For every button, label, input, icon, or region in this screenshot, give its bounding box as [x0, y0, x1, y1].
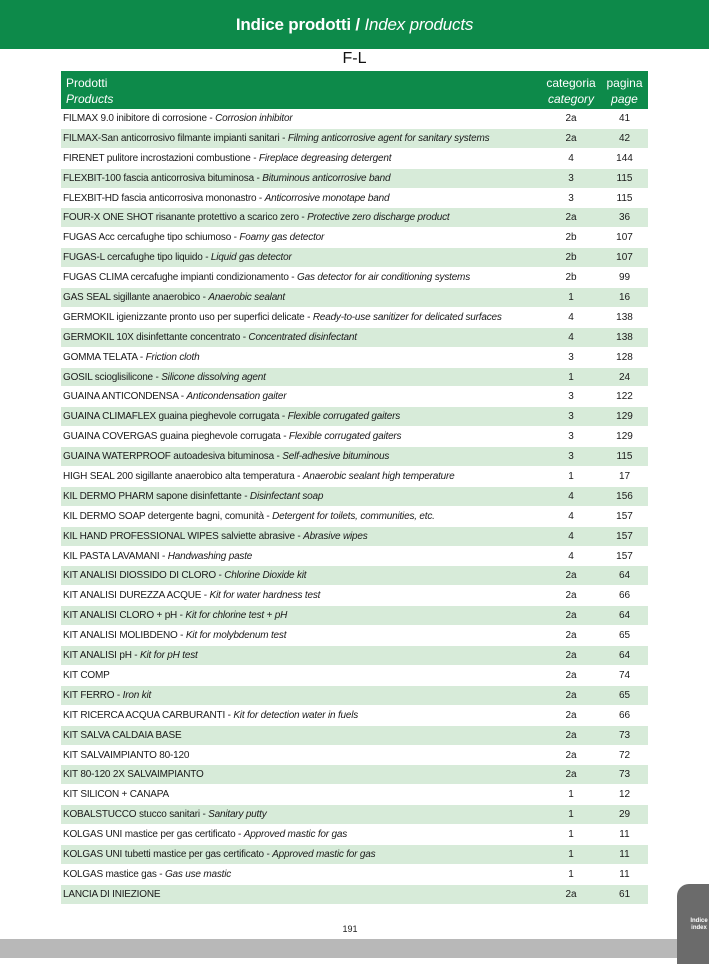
table-row	[61, 387, 648, 407]
product-name-it: FILMAX-San anticorrosivo filmante impianti sanitari -	[63, 132, 288, 144]
product-name-it: KIT RICERCA ACQUA CARBURANTI -	[63, 709, 234, 721]
table-row	[61, 328, 648, 348]
product-category: 2a	[565, 888, 577, 900]
product-category: 2b	[565, 252, 577, 264]
product-name	[63, 769, 204, 780]
table-row	[61, 288, 648, 308]
product-name-en: Kit for pH test	[140, 650, 198, 662]
table-row	[61, 825, 648, 845]
product-name	[63, 372, 266, 383]
product-name	[63, 133, 489, 144]
column-header-product-en: Products	[66, 92, 114, 106]
product-category: 2a	[565, 669, 577, 681]
table-row	[61, 507, 648, 527]
product-name	[63, 491, 323, 502]
product-name-en: Anaerobic sealant high temperature	[302, 471, 455, 483]
product-name-en: Handwashing paste	[167, 550, 253, 562]
product-category: 2a	[565, 630, 577, 642]
product-name-en: Self-adhesive bituminous	[282, 451, 390, 463]
product-page: 74	[618, 669, 631, 681]
product-name-it: KOBALSTUCCO stucco sanitari -	[63, 809, 209, 821]
product-name	[63, 650, 198, 661]
product-name-en: Gas detector for air conditioning systems	[297, 272, 470, 284]
product-name-en: Approved mastic for gas	[272, 848, 376, 860]
product-name-en: Approved mastic for gas	[243, 829, 347, 841]
product-page: 41	[618, 113, 631, 124]
product-name-en: Kit for chlorine test + pH	[185, 610, 288, 622]
product-name-it: KIT SILICON + CANAPA	[63, 789, 169, 801]
table-row	[61, 248, 648, 268]
product-category: 1	[568, 371, 574, 383]
product-name-en: Kit for molybdenum test	[185, 630, 287, 642]
product-name-en: Disinfectant soap	[249, 490, 324, 502]
table-row	[61, 805, 648, 825]
product-name	[63, 411, 400, 422]
product-page: 61	[618, 888, 631, 900]
product-name	[63, 690, 151, 701]
product-name	[63, 391, 286, 402]
product-name-en: Kit for water hardness test	[209, 590, 321, 602]
table-row	[61, 427, 648, 447]
product-page: 17	[618, 471, 631, 483]
table-row	[61, 308, 648, 328]
product-name-en: Silicone dissolving agent	[161, 371, 266, 383]
product-category: 2a	[565, 749, 577, 761]
product-name-en: Concentrated disinfectant	[248, 331, 357, 343]
product-name	[63, 312, 502, 323]
product-name-it: FUGAS Acc cercafughe tipo schiumoso -	[63, 232, 240, 244]
product-name	[63, 889, 160, 900]
product-name-it: KIL PASTA LAVAMANI -	[63, 550, 168, 562]
column-header-page-en: page	[611, 92, 638, 106]
product-page: 73	[618, 769, 631, 781]
product-name-en: Detergent for toilets, communities, etc.	[272, 510, 435, 522]
product-name-it: FLEXBIT-100 fascia anticorrosiva bituminosa -	[63, 172, 263, 184]
product-name-en: Flexible corrugated gaiters	[288, 431, 402, 443]
product-name	[63, 809, 267, 820]
product-name-en: Corrosion inhibitor	[215, 113, 293, 124]
product-name	[63, 252, 292, 263]
product-name	[63, 332, 357, 343]
product-name	[63, 849, 375, 860]
column-header-product	[66, 75, 113, 107]
product-name-en: Abrasive wipes	[303, 530, 368, 542]
product-category: 4	[568, 530, 574, 542]
product-name	[63, 610, 287, 621]
product-category: 3	[568, 451, 574, 463]
product-category: 2a	[565, 132, 577, 144]
product-name-it: KIL DERMO SOAP detergente bagni, comunità -	[63, 510, 273, 522]
product-page: 115	[616, 192, 633, 204]
product-category: 1	[568, 848, 574, 860]
product-category: 2a	[565, 212, 577, 224]
product-category: 1	[568, 292, 574, 304]
product-page: 122	[616, 391, 633, 403]
column-header-product-it: Prodotti	[66, 76, 108, 90]
table-row	[61, 467, 648, 487]
table-row	[61, 487, 648, 507]
product-category: 2a	[565, 729, 577, 741]
product-page: 42	[618, 132, 631, 144]
table-row	[61, 785, 648, 805]
product-page: 11	[619, 848, 630, 860]
table-row	[61, 129, 648, 149]
product-page: 115	[616, 451, 633, 463]
header-title-it: Indice prodotti /	[235, 14, 360, 34]
product-name-en: Kit for detection water in fuels	[233, 709, 359, 721]
product-name-it: KIT ANALISI MOLIBDENO -	[63, 630, 186, 642]
product-category: 4	[568, 311, 574, 323]
product-name-it: KIL HAND PROFESSIONAL WIPES salviette abrasive -	[63, 530, 304, 542]
table-row	[61, 527, 648, 547]
product-category: 3	[568, 192, 574, 204]
product-name-it: HIGH SEAL 200 sigillante anaerobico alta temperatura -	[63, 471, 303, 483]
product-name	[63, 212, 449, 223]
product-category: 2a	[565, 610, 577, 622]
product-category: 2a	[565, 570, 577, 582]
section-heading: F-L	[342, 50, 367, 67]
table-row	[61, 228, 648, 248]
product-category: 2a	[565, 689, 577, 701]
product-page: 72	[618, 749, 631, 761]
product-category: 2a	[565, 650, 577, 662]
product-name-it: KOLGAS UNI tubetti mastice per gas certificato -	[63, 848, 273, 860]
product-name-it: GOSIL scioglisilicone -	[63, 371, 162, 383]
table-row	[61, 845, 648, 865]
product-page: 115	[616, 172, 633, 184]
table-row	[61, 765, 648, 785]
table-row	[61, 566, 648, 586]
product-name-it: KIT ANALISI DUREZZA ACQUE -	[63, 590, 210, 602]
table-row	[61, 447, 648, 467]
table-row	[61, 348, 648, 368]
product-page: 107	[616, 232, 633, 244]
product-category: 2a	[565, 113, 577, 124]
product-category: 4	[568, 331, 574, 343]
product-page: 157	[616, 530, 633, 542]
product-page: 65	[618, 689, 631, 701]
product-category: 1	[568, 868, 574, 880]
product-name	[63, 232, 324, 243]
product-name-en: Protective zero discharge product	[307, 212, 450, 224]
product-page: 99	[618, 272, 631, 284]
product-name	[63, 531, 368, 542]
product-page: 64	[618, 610, 631, 622]
table-row	[61, 626, 648, 646]
product-name-en: Iron kit	[122, 689, 152, 701]
product-page: 64	[618, 570, 631, 582]
product-category: 1	[568, 471, 574, 483]
table-row	[61, 726, 648, 746]
product-name	[63, 670, 110, 681]
product-name-it: KIT SALVA CALDAIA BASE	[63, 729, 182, 741]
product-category: 4	[568, 550, 574, 562]
product-name-en: Chlorine Dioxide kit	[224, 570, 307, 582]
product-category: 3	[568, 411, 574, 423]
product-page: 138	[616, 311, 633, 323]
product-name-en: Flexible corrugated gaiters	[287, 411, 401, 423]
table-row	[61, 706, 648, 726]
product-name-it: GOMMA TELATA -	[63, 351, 146, 363]
product-name	[63, 113, 292, 124]
product-category: 3	[568, 172, 574, 184]
table-row	[61, 149, 648, 169]
product-name	[63, 431, 401, 442]
product-name-it: KIT COMP	[63, 669, 110, 681]
product-page: 11	[619, 868, 630, 880]
product-name	[63, 730, 181, 741]
product-name-en: Ready-to-use sanitizer for delicated surfaces	[312, 311, 502, 323]
product-page: 138	[616, 331, 633, 343]
table-row	[61, 547, 648, 567]
header-title-en: Index products	[364, 14, 474, 34]
table-row	[61, 268, 648, 288]
side-tab-line2: index	[691, 925, 707, 931]
product-page: 66	[618, 590, 631, 602]
product-name	[63, 869, 231, 880]
product-category: 1	[568, 809, 574, 821]
product-name-it: FLEXBIT-HD fascia anticorrosiva mononastro -	[63, 192, 265, 204]
product-name-it: GUAINA ANTICONDENSA -	[63, 391, 187, 403]
product-name-en: Anaerobic sealant	[208, 292, 285, 304]
product-name-it: GUAINA COVERGAS guaina pieghevole corrugata -	[63, 431, 289, 443]
bottom-bar	[0, 939, 709, 958]
product-page: 156	[616, 490, 633, 502]
column-header-page	[601, 75, 648, 107]
product-category: 3	[568, 351, 574, 363]
product-name-it: KIT ANALISI CLORO + pH -	[63, 610, 186, 622]
product-category: 2b	[565, 272, 577, 284]
product-page: 16	[618, 292, 631, 304]
product-page: 29	[618, 809, 631, 821]
table-row	[61, 586, 648, 606]
product-name-it: FUGAS-L cercafughe tipo liquido -	[63, 252, 211, 264]
table-row	[61, 189, 648, 209]
product-category: 2a	[565, 709, 577, 721]
product-category: 1	[568, 789, 574, 801]
table-row	[61, 666, 648, 686]
product-category: 4	[568, 490, 574, 502]
product-category: 2a	[565, 769, 577, 781]
product-name-en: Fireplace degreasing detergent	[258, 152, 392, 164]
product-name	[63, 551, 252, 562]
product-page: 129	[616, 431, 633, 443]
product-name-en: Anticondensation gaiter	[186, 391, 287, 403]
column-header-page-it: pagina	[606, 76, 643, 90]
side-tab-label	[685, 918, 709, 932]
product-name	[63, 153, 391, 164]
table-row	[61, 606, 648, 626]
product-page: 12	[618, 789, 631, 801]
product-name	[63, 451, 389, 462]
product-name	[63, 789, 169, 800]
product-page: 157	[616, 550, 633, 562]
product-name-it: KIT SALVAIMPIANTO 80-120	[63, 749, 190, 761]
product-page: 24	[618, 371, 631, 383]
product-name-it: FILMAX 9.0 inibitore di corrosione -	[63, 113, 216, 124]
table-row	[61, 407, 648, 427]
table-body	[61, 109, 648, 905]
product-category: 4	[568, 152, 574, 164]
product-name-en: Foamy gas detector	[239, 232, 325, 244]
table-row	[61, 109, 648, 129]
product-name	[63, 590, 320, 601]
product-category: 2a	[565, 590, 577, 602]
product-name-it: GUAINA WATERPROOF autoadesiva bituminosa -	[63, 451, 283, 463]
product-page: 65	[618, 630, 631, 642]
index-side-tab[interactable]	[677, 884, 709, 964]
product-name	[63, 829, 347, 840]
product-name-en: Sanitary putty	[208, 809, 267, 821]
table-row	[61, 169, 648, 189]
table-row	[61, 865, 648, 885]
product-name-en: Anticorrosive monotape band	[264, 192, 390, 204]
page-number: 191	[342, 924, 358, 934]
product-name-en: Filming anticorrosive agent for sanitary systems	[287, 132, 490, 144]
table-row	[61, 646, 648, 666]
product-name	[63, 630, 286, 641]
product-name-it: GAS SEAL sigillante anaerobico -	[63, 292, 209, 304]
product-page: 107	[616, 252, 633, 264]
column-header-category	[541, 75, 601, 107]
product-name-it: KIT ANALISI pH -	[63, 650, 141, 662]
product-page: 73	[618, 729, 631, 741]
product-page: 11	[619, 829, 630, 841]
product-name-it: FUGAS CLIMA cercafughe impianti condizionamento -	[63, 272, 297, 284]
product-name-it: GERMOKIL igienizzante pronto uso per superfici delicate -	[63, 311, 313, 323]
product-page: 64	[618, 650, 631, 662]
product-category: 4	[568, 510, 574, 522]
product-name-it: FOUR-X ONE SHOT risanante protettivo a scarico zero -	[63, 212, 308, 224]
table-row	[61, 208, 648, 228]
product-name-it: KOLGAS mastice gas -	[63, 868, 165, 880]
table-header	[61, 71, 648, 109]
product-category: 2b	[565, 232, 577, 244]
page-header-banner	[0, 0, 709, 49]
product-name-it: KIT 80-120 2X SALVAIMPIANTO	[63, 769, 204, 781]
product-name	[63, 750, 189, 761]
product-page: 36	[618, 212, 631, 224]
table-row	[61, 746, 648, 766]
product-page: 129	[616, 411, 633, 423]
table-row	[61, 885, 648, 905]
product-name	[63, 292, 285, 303]
product-name	[63, 471, 455, 482]
product-name-it: GERMOKIL 10X disinfettante concentrato -	[63, 331, 249, 343]
table-row	[61, 686, 648, 706]
product-name-en: Liquid gas detector	[210, 252, 292, 264]
product-page: 128	[616, 351, 633, 363]
product-index-table	[61, 71, 648, 905]
product-name-en: Gas use mastic	[164, 868, 232, 880]
product-page: 157	[616, 510, 633, 522]
product-name	[63, 173, 390, 184]
product-category: 3	[568, 431, 574, 443]
column-header-category-en: category	[547, 92, 595, 106]
product-name	[63, 570, 306, 581]
product-name	[63, 352, 199, 363]
column-header-category-it: categoria	[546, 76, 596, 90]
product-name-it: LANCIA DI INIEZIONE	[63, 888, 161, 900]
product-name	[63, 511, 435, 522]
table-row	[61, 368, 648, 388]
product-name-it: FIRENET pulitore incrostazioni combustione -	[63, 152, 259, 164]
product-name-en: Friction cloth	[145, 351, 200, 363]
product-category: 3	[568, 391, 574, 403]
product-page: 144	[616, 152, 633, 164]
product-category: 1	[568, 829, 574, 841]
product-name	[63, 710, 358, 721]
product-name	[63, 272, 470, 283]
product-page: 66	[618, 709, 631, 721]
product-name-it: KOLGAS UNI mastice per gas certificato -	[63, 829, 244, 841]
product-name	[63, 193, 389, 204]
side-tab-line1: Indice	[690, 918, 708, 924]
product-name-it: GUAINA CLIMAFLEX guaina pieghevole corrugata -	[63, 411, 288, 423]
product-name-it: KIT FERRO -	[63, 689, 123, 701]
product-name-it: KIT ANALISI DIOSSIDO DI CLORO -	[63, 570, 225, 582]
product-name-en: Bituminous anticorrosive band	[262, 172, 391, 184]
product-name-it: KIL DERMO PHARM sapone disinfettante -	[63, 490, 250, 502]
